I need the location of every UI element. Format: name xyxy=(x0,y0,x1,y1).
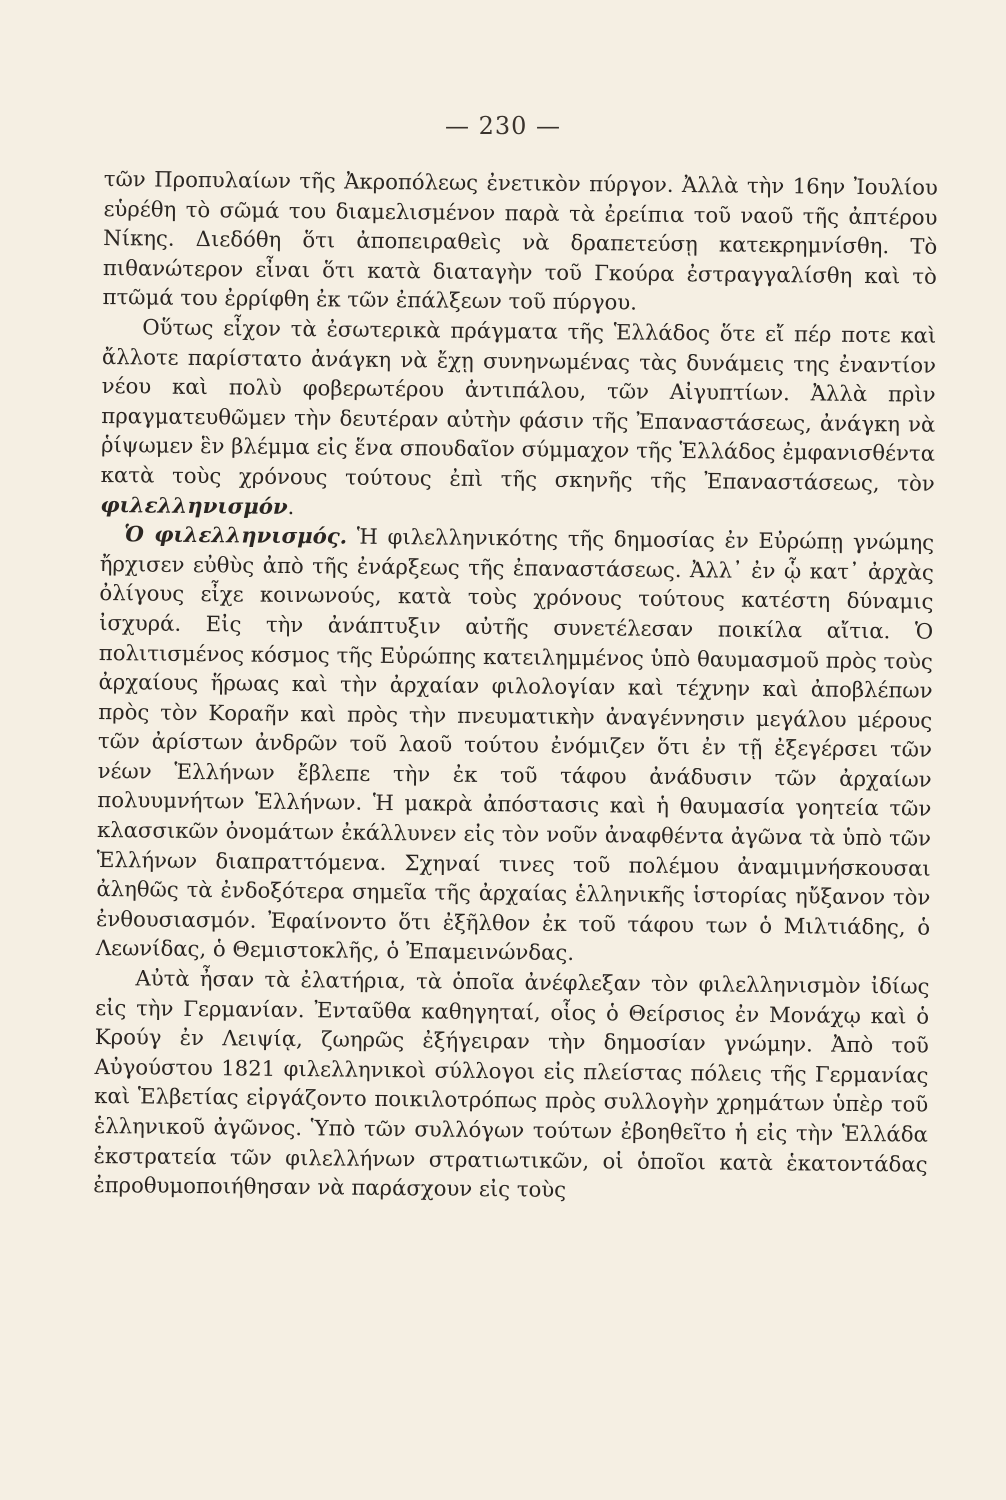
paragraph-internal-affairs xyxy=(100,312,936,528)
page-number: — 230 — xyxy=(444,112,562,140)
paragraph-philhellenism xyxy=(96,519,935,972)
section-heading: Ὁ φιλελληνισμός. xyxy=(123,521,348,549)
emphasized-term: φιλελληνισμόν xyxy=(100,491,288,519)
paragraph-germany: Αὐτὰ ἦσαν τὰ ἐλατήρια, τὰ ὁποῖα ἀνέφλεξαν τὸν φιλελληνισμὸν ἰδίως εἰς τὴν Γερμανίαν. Ἐνταῦθα καθηγηταί, οἷος ὁ Θείρσιος ἐν Μονάχῳ καὶ ὁ Κρούγ ἐν Λειψίᾳ, ζωηρῶς ἐξήγειραν τὴν δημοσίαν γνώμην. Ἀπὸ τοῦ Αὐγούστου 1821 φιλελληνικοὶ σύλλογοι εἰς πλείστας πόλεις τῆς Γερμανίας καὶ Ἑλβετίας εἰργάζοντο ποικιλοτρόπως πρὸς συλλογὴν χρημάτων ὑπὲρ τοῦ ἑλληνικοῦ ἀγῶνος. Ὑπὸ τῶν συλλόγων τούτων ἐβοηθεῖτο ἡ εἰς τὴν Ἑλλάδα ἐκστρατεία τῶν φιλελλήνων στρατιωτικῶν, οἱ ὁποῖοι κατὰ ἑκατοντάδας ἐπροθυμοποιήθησαν νὰ παράσχουν εἰς τοὺς xyxy=(93,965,930,1203)
paragraph-text: Οὕτως εἶχον τὰ ἐσωτερικὰ πράγματα τῆς Ἑλλάδος ὅτε εἴ πέρ ποτε καὶ ἄλλοτε παρίστατο ἀνάγκη νὰ ἔχῃ συνηνωμένας τὰς δυνάμεις της ἐναντίον νέου καὶ πολὺ φοβερωτέρου ἀντιπάλου, τῶν Αἰγυπτίων. Ἀλλὰ πρὶν πραγματευθῶμεν τὴν δευτέραν αὐτὴν φάσιν τῆς Ἐπαναστάσεως, ἀνάγκη νὰ ῥίψωμεν ἓν βλέμμα εἰς ἕνα σπουδαῖον σύμμαχον τῆς Ἑλλάδος ἐμφανισθέντα κατὰ τοὺς χρόνους τούτους ἐπὶ τῆς σκηνῆς τῆς Ἐπαναστάσεως, τὸν xyxy=(100,314,937,496)
body-text xyxy=(93,164,938,1208)
paragraph-continuation: τῶν Προπυλαίων τῆς Ἀκροπόλεως ἐνετικὸν πύργον. Ἀλλὰ τὴν 16ην Ἰουλίου εὑρέθη τὸ σῶμά του διαμελισμένον παρὰ τὰ ἐρείπια τοῦ ναοῦ τῆς ἀπτέρου Νίκης. Διεδόθη ὅτι ἀποπειραθεὶς νὰ δραπετεύσῃ κατεκρημνίσθη. Τὸ πιθανώτερον εἶναι ὅτι κατὰ διαταγὴν τοῦ Γκούρα ἐστραγγαλίσθη καὶ τὸ πτῶμά του ἐρρίφθη ἐκ τῶν ἐπάλξεων τοῦ πύργου. xyxy=(102,165,938,315)
paragraph-end: . xyxy=(287,493,295,519)
paragraph-text: Ἡ φιλελληνικότης τῆς δημοσίας ἐν Εὐρώπῃ γνώμης ἤρχισεν εὐθὺς ἀπὸ τῆς ἐνάρξεως τῆς ἐπαναστάσεως. Ἀλλ᾽ ἐν ᾧ κατ᾽ ἀρχὰς ὀλίγους εἶχε κοινωνούς, κατὰ τοὺς χρόνους τούτους κατέστη δύναμις ἰσχυρά. Εἰς τὴν ἀνάπτυξιν αὐτῆς συνετέλεσαν ποικίλα αἴτια. Ὁ πολιτισμένος κόσμος τῆς Εὐρώπης κατειλημμένος ὑπὸ θαυμασμοῦ πρὸς τοὺς ἀρχαίους ἥρωας καὶ τὴν ἀρχαίαν φιλολογίαν καὶ τέχνην καὶ ἀποβλέπων πρὸς τὸν Κοραῆν καὶ πρὸς τὴν πνευματικὴν ἀναγέννησιν μεγάλου μέρους τῶν ἀρίστων ἀνδρῶν τοῦ λαοῦ τούτου ἐνόμιζεν ὅτι ἐν τῇ ἐξεγέρσει τῶν νέων Ἑλλήνων ἔβλεπε τὴν ἐκ τοῦ τάφου ἀνάδυσιν τῶν ἀρχαίων πολυυμνήτων Ἑλλήνων. Ἡ μακρὰ ἀπόστασις καὶ ἡ θαυμασία γοητεία τῶν κλασσικῶν ὀνομάτων ἐκάλλυνεν εἰς τὸν νοῦν ἀναφθέντα ἀγῶνα τὰ ὑπὸ τῶν Ἑλλήνων διαπραττόμενα. Σχηναί τινες τοῦ πολέμου ἀναμιμνήσκουσαι ἀληθῶς τὰ ἐνδοξότερα σημεῖα τῆς ἀρχαίας ἑλληνικῆς ἱστορίας ηὔξανον τὸν ἐνθουσιασμόν. Ἐφαίνοντο ὅτι ἐξῆλθον ἐκ τοῦ τάφου των ὁ Μιλτιάδης, ὁ Λεωνίδας, ὁ Θεμιστοκλῆς, ὁ Ἐπαμεινώνδας. xyxy=(95,523,935,966)
